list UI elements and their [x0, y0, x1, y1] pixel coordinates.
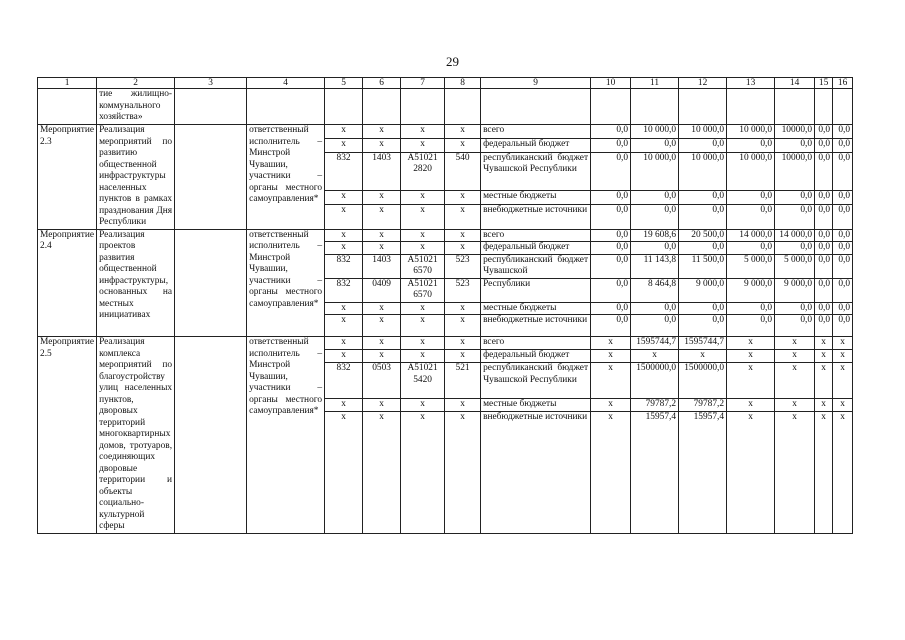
amount-cell: 0,0 [833, 229, 853, 242]
code-cell: x [445, 229, 481, 242]
table-row [38, 125, 853, 139]
code-cell: x [325, 399, 363, 412]
code-cell: 523 [445, 278, 481, 302]
code-cell: 0503 [363, 363, 401, 399]
code-cell: 832 [325, 152, 363, 190]
amount-cell: x [815, 412, 833, 533]
amount-cell: 0,0 [631, 315, 679, 337]
amount-cell: 10000,0 [775, 125, 815, 139]
amount-cell: 1595744,7 [679, 337, 727, 350]
amount-cell: 0,0 [815, 315, 833, 337]
code-cell: x [401, 204, 445, 229]
code-cell: x [445, 138, 481, 152]
amount-cell: 0,0 [833, 204, 853, 229]
measure-name: Реализация проектов развития общественной инфраструктуры, основанных на местных инициативах [97, 229, 175, 337]
amount-cell: 0,0 [679, 242, 727, 255]
page-number: 29 [446, 54, 459, 69]
measure-name: Реализация комплекса мероприятий по благоустройству улиц населенных пунктов, дворовых территорий многоквартирных домов, тротуаров, соединяющих дворовые территории и объекты социально-культурной сферы [97, 337, 175, 534]
code-cell: 540 [445, 152, 481, 190]
amount-cell: 20 500,0 [679, 229, 727, 242]
code-cell: x [363, 229, 401, 242]
code-cell: x [401, 315, 445, 337]
amount-cell: x [833, 399, 853, 412]
amount-cell: 0,0 [591, 242, 631, 255]
empty-cell [175, 337, 247, 534]
funding-source: всего [481, 229, 591, 242]
amount-cell: 9 000,0 [775, 278, 815, 302]
amount-cell: 0,0 [591, 229, 631, 242]
amount-cell: 0,0 [591, 315, 631, 337]
amount-cell: 0,0 [815, 278, 833, 302]
amount-cell: 5 000,0 [727, 254, 775, 278]
amount-cell: 0,0 [591, 278, 631, 302]
funding-source: Республики [481, 278, 591, 302]
measure-executor: ответственный исполнитель – Минстрой Чувашии, участники – органы местного самоуправления* [247, 125, 325, 230]
code-cell: x [325, 412, 363, 533]
code-cell: x [445, 412, 481, 533]
funding-source: федеральный бюджет [481, 242, 591, 255]
amount-cell: 0,0 [631, 204, 679, 229]
amount-cell: x [775, 337, 815, 350]
code-cell: 521 [445, 363, 481, 399]
code-cell: x [363, 350, 401, 363]
code-cell: А51021 2820 [401, 152, 445, 190]
code-cell: x [401, 350, 445, 363]
amount-cell: 19 608,6 [631, 229, 679, 242]
funding-source: республиканский бюджет Чувашской Республики [481, 152, 591, 190]
code-cell: 1403 [363, 152, 401, 190]
amount-cell: 0,0 [591, 152, 631, 190]
col-header: 10 [591, 78, 631, 89]
code-cell: x [363, 204, 401, 229]
empty-cell [175, 229, 247, 337]
amount-cell: 0,0 [727, 315, 775, 337]
amount-cell: x [591, 350, 631, 363]
amount-cell: 0,0 [679, 204, 727, 229]
amount-cell: 0,0 [833, 302, 853, 315]
code-cell: 0409 [363, 278, 401, 302]
amount-cell: 0,0 [833, 278, 853, 302]
col-header: 13 [727, 78, 775, 89]
amount-cell: 0,0 [727, 242, 775, 255]
header-row [38, 78, 853, 89]
amount-cell: 0,0 [591, 204, 631, 229]
funding-source: внебюджетные источники [481, 315, 591, 337]
amount-cell: 0,0 [679, 138, 727, 152]
amount-cell: 0,0 [631, 242, 679, 255]
amount-cell: 0,0 [775, 190, 815, 204]
amount-cell: 11 500,0 [679, 254, 727, 278]
col-header: 11 [631, 78, 679, 89]
amount-cell: 79787,2 [679, 399, 727, 412]
amount-cell: 0,0 [679, 302, 727, 315]
amount-cell: 10000,0 [775, 152, 815, 190]
amount-cell: x [591, 363, 631, 399]
col-header: 2 [97, 78, 175, 89]
code-cell: А51021 6570 [401, 254, 445, 278]
amount-cell: 9 000,0 [679, 278, 727, 302]
amount-cell: x [727, 399, 775, 412]
measure-label: Мероприятие 2.3 [38, 125, 97, 230]
col-header: 8 [445, 78, 481, 89]
amount-cell: x [727, 350, 775, 363]
amount-cell: 10 000,0 [679, 152, 727, 190]
amount-cell: 15957,4 [679, 412, 727, 533]
amount-cell: x [833, 412, 853, 533]
amount-cell: 0,0 [833, 138, 853, 152]
amount-cell: 0,0 [815, 204, 833, 229]
amount-cell: 0,0 [775, 138, 815, 152]
amount-cell: 0,0 [833, 315, 853, 337]
amount-cell: 0,0 [631, 302, 679, 315]
code-cell: x [401, 412, 445, 533]
code-cell: x [445, 399, 481, 412]
amount-cell: 0,0 [631, 190, 679, 204]
code-cell: x [445, 337, 481, 350]
amount-cell: 1595744,7 [631, 337, 679, 350]
amount-cell: 0,0 [775, 302, 815, 315]
funding-source: федеральный бюджет [481, 350, 591, 363]
code-cell: 832 [325, 278, 363, 302]
amount-cell: x [727, 337, 775, 350]
measure-executor: ответственный исполнитель – Минстрой Чувашии, участники – органы местного самоуправления* [247, 337, 325, 534]
amount-cell: x [833, 350, 853, 363]
amount-cell: x [591, 412, 631, 533]
col-header: 16 [833, 78, 853, 89]
amount-cell: 10 000,0 [727, 125, 775, 139]
amount-cell: 0,0 [775, 242, 815, 255]
col-header: 9 [481, 78, 591, 89]
amount-cell: 0,0 [591, 138, 631, 152]
continued-name: тие жилищно-коммунального хозяйства» [97, 89, 175, 125]
amount-cell: 0,0 [591, 190, 631, 204]
code-cell: А51021 5420 [401, 363, 445, 399]
amount-cell: x [679, 350, 727, 363]
code-cell: x [325, 302, 363, 315]
amount-cell: 14 000,0 [775, 229, 815, 242]
funding-source: республиканский бюджет Чувашской [481, 254, 591, 278]
code-cell: x [325, 242, 363, 255]
code-cell: x [445, 204, 481, 229]
amount-cell: x [631, 350, 679, 363]
code-cell: x [401, 302, 445, 315]
col-header: 7 [401, 78, 445, 89]
code-cell: x [401, 399, 445, 412]
code-cell: x [363, 337, 401, 350]
amount-cell: 5 000,0 [775, 254, 815, 278]
funding-source: всего [481, 125, 591, 139]
amount-cell: x [833, 363, 853, 399]
amount-cell: 14 000,0 [727, 229, 775, 242]
code-cell: x [363, 190, 401, 204]
measure-2-5-group [38, 337, 853, 534]
amount-cell: 11 143,8 [631, 254, 679, 278]
amount-cell: 0,0 [815, 125, 833, 139]
amount-cell: x [591, 399, 631, 412]
code-cell: x [401, 242, 445, 255]
amount-cell: 1500000,0 [631, 363, 679, 399]
code-cell: А51021 6570 [401, 278, 445, 302]
amount-cell: 0,0 [815, 229, 833, 242]
amount-cell: 0,0 [679, 190, 727, 204]
code-cell: x [325, 138, 363, 152]
code-cell: x [401, 138, 445, 152]
program-table [37, 77, 853, 534]
measure-label: Мероприятие 2.5 [38, 337, 97, 534]
amount-cell: 0,0 [775, 204, 815, 229]
amount-cell: 0,0 [591, 302, 631, 315]
code-cell: x [363, 242, 401, 255]
funding-source: всего [481, 337, 591, 350]
amount-cell: 0,0 [591, 254, 631, 278]
funding-source: республиканский бюджет Чувашской Республики [481, 363, 591, 399]
amount-cell: x [815, 399, 833, 412]
amount-cell: 0,0 [833, 242, 853, 255]
measure-label: Мероприятие 2.4 [38, 229, 97, 337]
funding-source: местные бюджеты [481, 302, 591, 315]
amount-cell: 0,0 [833, 152, 853, 190]
code-cell: 523 [445, 254, 481, 278]
amount-cell: 0,0 [815, 152, 833, 190]
amount-cell: 0,0 [815, 302, 833, 315]
amount-cell: 8 464,8 [631, 278, 679, 302]
amount-cell: 0,0 [727, 190, 775, 204]
code-cell: x [325, 125, 363, 139]
table-row [38, 229, 853, 242]
table-row [38, 89, 853, 125]
code-cell: x [445, 125, 481, 139]
amount-cell: 10 000,0 [727, 152, 775, 190]
col-header: 15 [815, 78, 833, 89]
amount-cell: 0,0 [815, 242, 833, 255]
amount-cell: 0,0 [833, 190, 853, 204]
amount-cell: 79787,2 [631, 399, 679, 412]
code-cell: x [363, 138, 401, 152]
funding-source: местные бюджеты [481, 399, 591, 412]
measure-name: Реализация мероприятий по развитию общественной инфраструктуры населенных пунктов в рамках празднования Дня Республики [97, 125, 175, 230]
amount-cell: 0,0 [727, 204, 775, 229]
code-cell: x [325, 315, 363, 337]
amount-cell: 10 000,0 [631, 152, 679, 190]
amount-cell: 15957,4 [631, 412, 679, 533]
code-cell: 832 [325, 254, 363, 278]
amount-cell: x [815, 350, 833, 363]
funding-source: местные бюджеты [481, 190, 591, 204]
funding-source: внебюджетные источники [481, 412, 591, 533]
amount-cell: 0,0 [833, 254, 853, 278]
amount-cell: 0,0 [815, 190, 833, 204]
amount-cell: 0,0 [679, 315, 727, 337]
amount-cell: 0,0 [631, 138, 679, 152]
code-cell: x [401, 337, 445, 350]
amount-cell: x [727, 412, 775, 533]
col-header: 6 [363, 78, 401, 89]
code-cell: 832 [325, 363, 363, 399]
amount-cell: 0,0 [833, 125, 853, 139]
code-cell: x [445, 302, 481, 315]
col-header: 1 [38, 78, 97, 89]
code-cell: x [401, 190, 445, 204]
funding-source: внебюджетные источники [481, 204, 591, 229]
col-header: 5 [325, 78, 363, 89]
amount-cell: x [815, 363, 833, 399]
code-cell: x [401, 229, 445, 242]
col-header: 3 [175, 78, 247, 89]
amount-cell: 0,0 [727, 138, 775, 152]
amount-cell: x [775, 412, 815, 533]
code-cell: x [363, 125, 401, 139]
code-cell: x [325, 337, 363, 350]
code-cell: x [445, 350, 481, 363]
measure-executor: ответственный исполнитель – Минстрой Чувашии, участники – органы местного самоуправления* [247, 229, 325, 337]
amount-cell: x [775, 363, 815, 399]
code-cell: x [363, 399, 401, 412]
funding-source: федеральный бюджет [481, 138, 591, 152]
amount-cell: 0,0 [727, 302, 775, 315]
code-cell: x [445, 315, 481, 337]
code-cell: x [325, 190, 363, 204]
amount-cell: 0,0 [775, 315, 815, 337]
code-cell: x [325, 350, 363, 363]
col-header: 14 [775, 78, 815, 89]
amount-cell: 0,0 [815, 138, 833, 152]
col-header: 12 [679, 78, 727, 89]
code-cell: x [363, 315, 401, 337]
code-cell: x [445, 242, 481, 255]
amount-cell: x [775, 399, 815, 412]
code-cell: x [363, 302, 401, 315]
amount-cell: 9 000,0 [727, 278, 775, 302]
measure-2-3-group [38, 125, 853, 230]
col-header: 4 [247, 78, 325, 89]
amount-cell: x [727, 363, 775, 399]
amount-cell: 10 000,0 [679, 125, 727, 139]
empty-cell [175, 125, 247, 230]
amount-cell: 10 000,0 [631, 125, 679, 139]
amount-cell: x [833, 337, 853, 350]
measure-2-4-group [38, 229, 853, 337]
table-row [38, 337, 853, 350]
code-cell: x [363, 412, 401, 533]
code-cell: x [325, 229, 363, 242]
amount-cell: x [775, 350, 815, 363]
amount-cell: 0,0 [591, 125, 631, 139]
amount-cell: x [591, 337, 631, 350]
amount-cell: 0,0 [815, 254, 833, 278]
code-cell: x [325, 204, 363, 229]
amount-cell: 1500000,0 [679, 363, 727, 399]
amount-cell: x [815, 337, 833, 350]
code-cell: 1403 [363, 254, 401, 278]
code-cell: x [401, 125, 445, 139]
code-cell: x [445, 190, 481, 204]
